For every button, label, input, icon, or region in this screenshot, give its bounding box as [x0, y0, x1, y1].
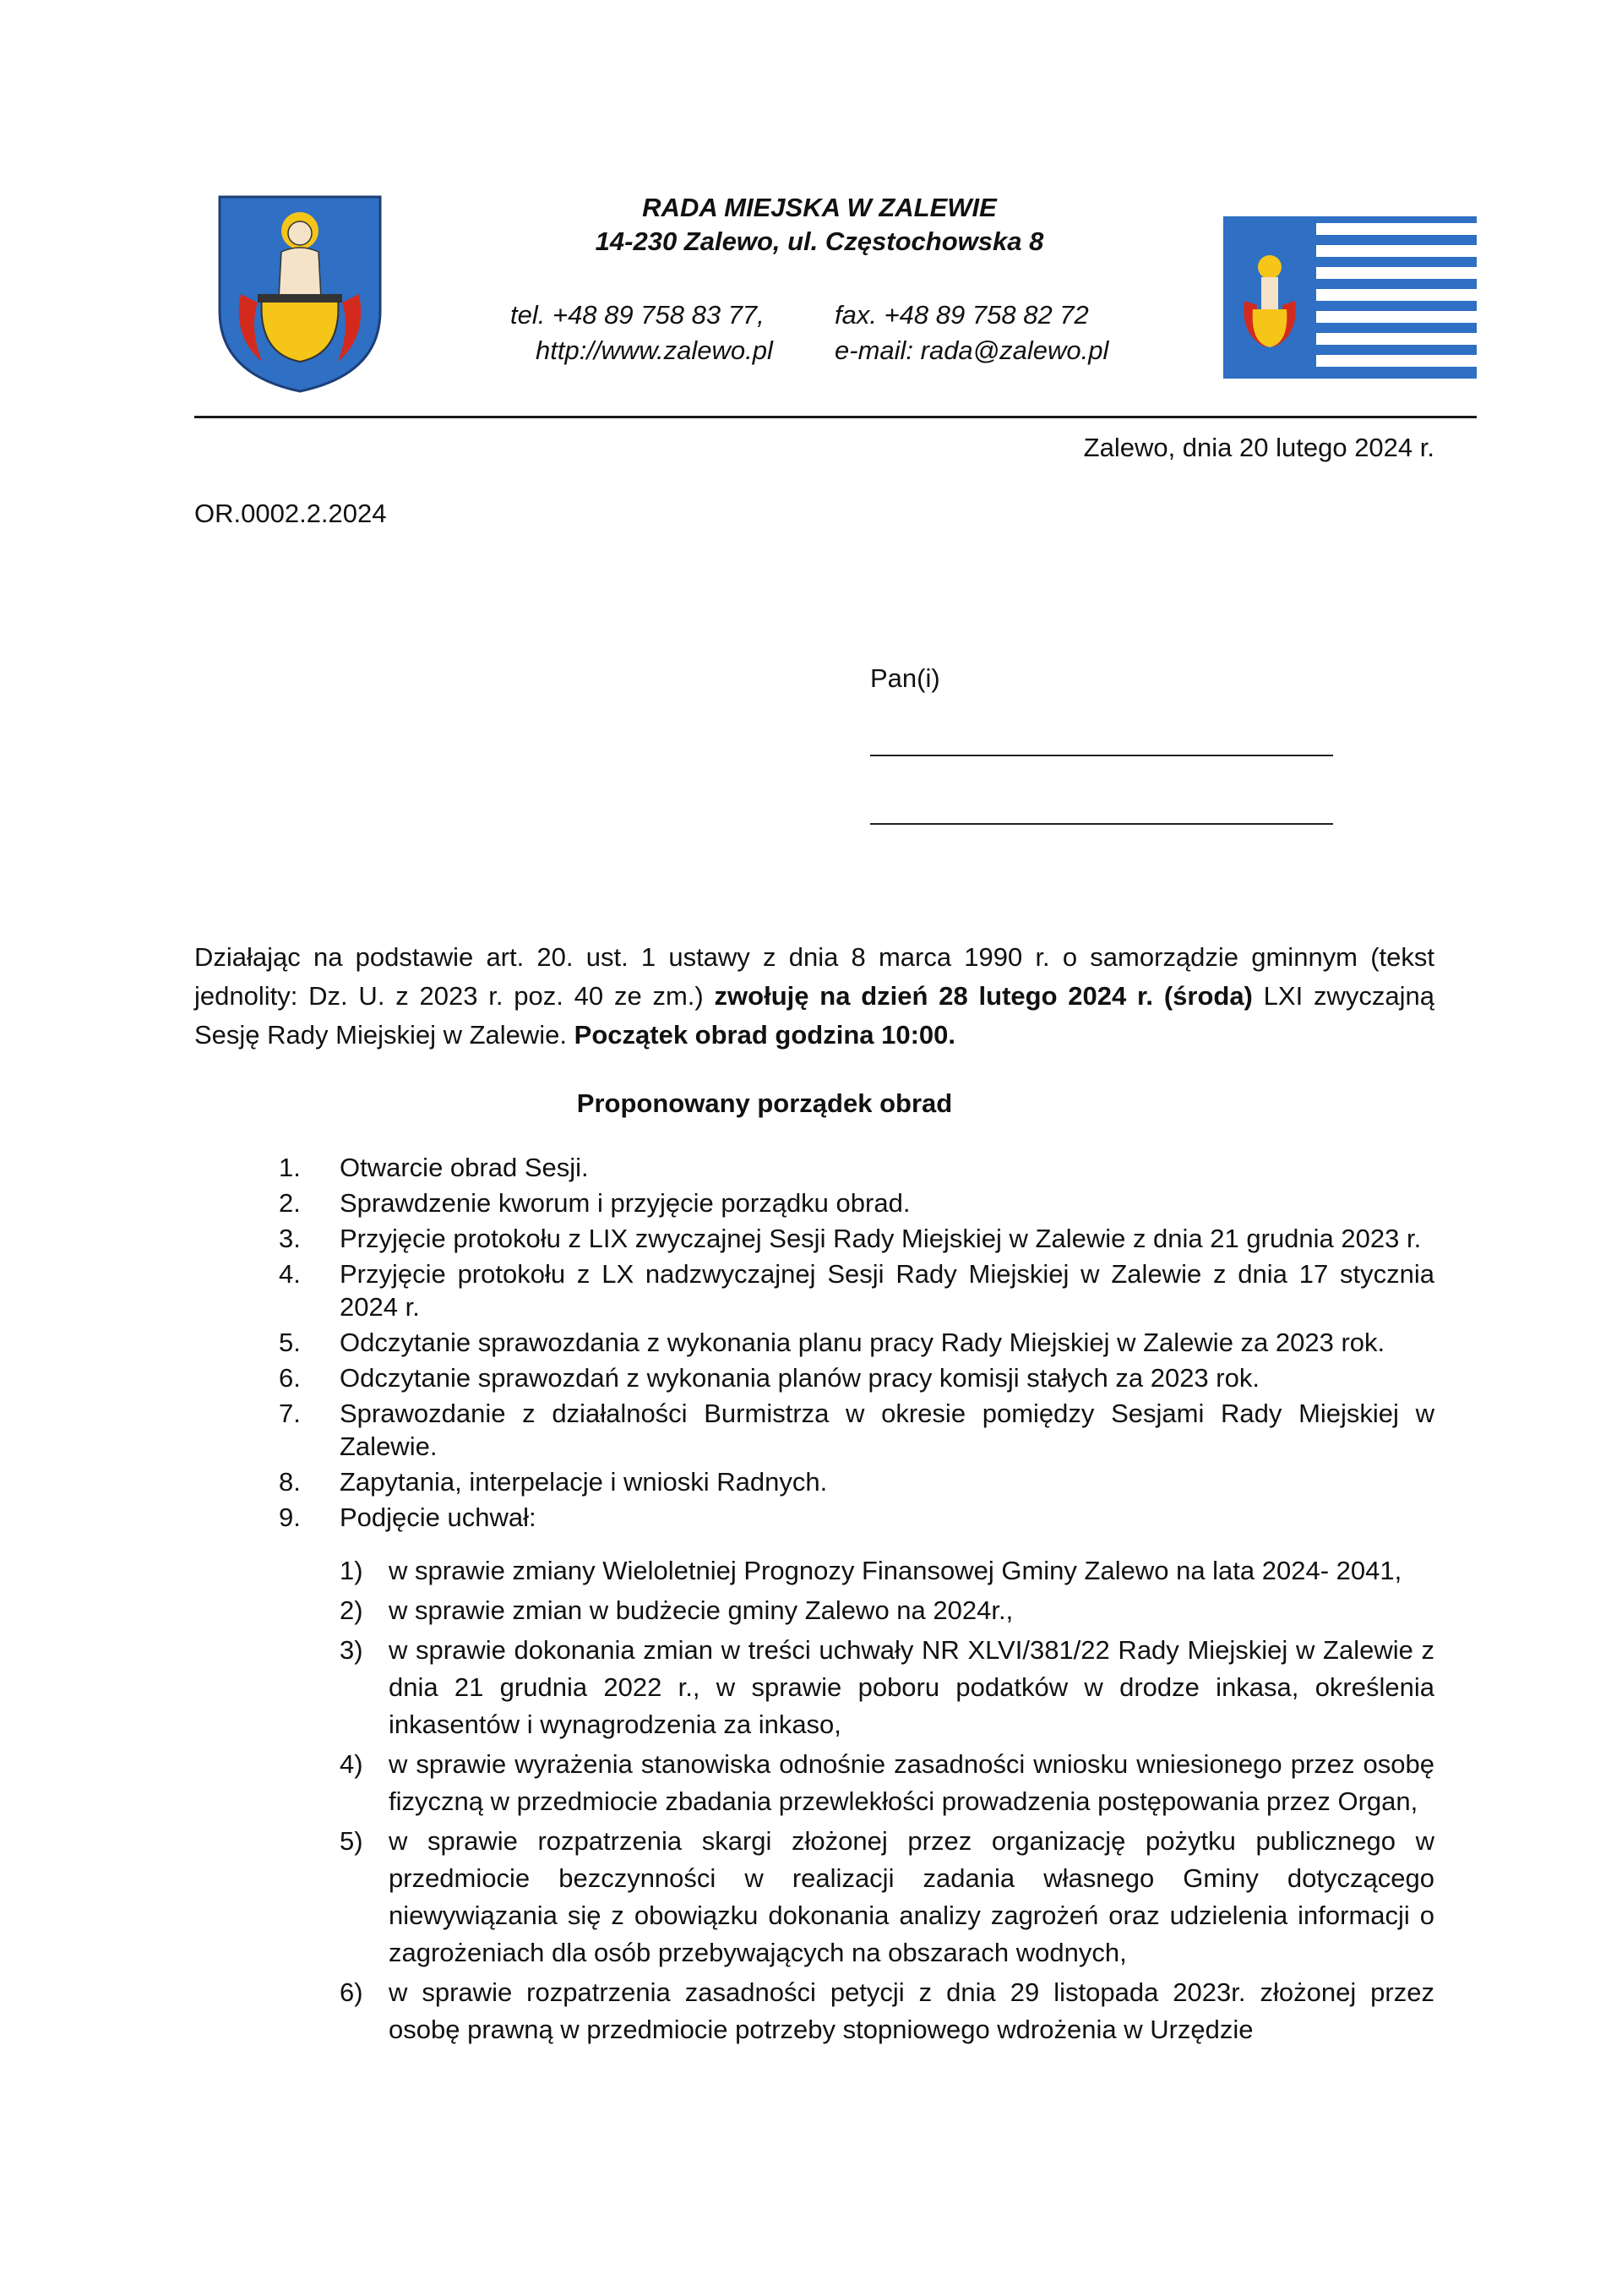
recipient-label: Pan(i) [870, 663, 940, 693]
agenda-item [279, 1501, 1434, 1534]
agenda-item [279, 1397, 1434, 1463]
agenda-item-text: Sprawozdanie z działalności Burmistrza w okresie pomiędzy Sesjami Rady Miejskiej w Zalewie. [340, 1399, 1434, 1461]
agenda-item-text: Odczytanie sprawozdania z wykonania planu pracy Rady Miejskiej w Zalewie za 2023 rok. [340, 1328, 1385, 1357]
agenda-item-number: 2. [279, 1188, 301, 1218]
header-divider [194, 416, 1477, 418]
agenda-item-number: 4. [279, 1259, 301, 1289]
letterhead-title [397, 191, 1242, 259]
agenda-item-text: Otwarcie obrad Sesji. [340, 1153, 589, 1182]
intro-paragraph [194, 938, 1434, 1055]
fax-number: fax. +48 89 758 82 72 [835, 300, 1089, 330]
agenda-item-text: Przyjęcie protokołu z LIX zwyczajnej Sesji Rady Miejskiej w Zalewie z dnia 21 grudnia 2023 r. [340, 1224, 1422, 1253]
agenda-item-number: 1. [279, 1153, 301, 1182]
resolution-item-text: w sprawie dokonania zmian w treści uchwały NR XLVI/381/22 Rady Miejskiej w Zalewie z dnia 21 grudnia 2022 r., w sprawie poboru podatków w drodze inkasa, określenia inkasentów i wynagrodzenia za inkaso, [389, 1635, 1434, 1739]
agenda-item-number: 8. [279, 1467, 301, 1497]
phone-number: tel. +48 89 758 83 77, [510, 300, 765, 330]
recipient-line-2 [870, 823, 1333, 825]
date-line: Zalewo, dnia 20 lutego 2024 r. [1083, 433, 1434, 462]
agenda-item-text: Sprawdzenie kworum i przyjęcie porządku obrad. [340, 1188, 911, 1218]
reference-number: OR.0002.2.2024 [194, 499, 387, 528]
resolution-item-number: 6) [340, 1977, 363, 2007]
agenda-item [279, 1326, 1434, 1359]
resolution-item-number: 1) [340, 1556, 363, 1585]
agenda-item [279, 1222, 1434, 1255]
resolution-item [340, 1552, 1434, 1590]
agenda-item-number: 3. [279, 1224, 301, 1253]
resolution-item [340, 1823, 1434, 1972]
agenda-item [279, 1186, 1434, 1219]
agenda-item [279, 1361, 1434, 1394]
agenda-item-number: 7. [279, 1399, 301, 1428]
intro-text-1: Działając na podstawie art. 20. ust. 1 ustawy z dnia 8 marca 1990 r. o samorządzie gminnym (tekst jednolity: Dz. U. z 2023 r. poz. 40 ze zm.) [194, 942, 1434, 1011]
resolution-item-number: 2) [340, 1595, 363, 1625]
resolution-item-text: w sprawie wyrażenia stanowiska odnośnie zasadności wniosku wniesionego przez osobę fizyczną w przedmiocie zbadania przewlekłości prowadzenia postępowania przez Organ, [389, 1749, 1434, 1816]
resolution-item-number: 3) [340, 1635, 363, 1665]
resolution-item-text: w sprawie zmiany Wieloletniej Prognozy Finansowej Gminy Zalewo na lata 2024- 2041, [389, 1556, 1402, 1585]
coat-of-arms-icon [215, 193, 384, 395]
website-link[interactable]: http://www.zalewo.pl [536, 335, 773, 365]
resolution-item [340, 1746, 1434, 1820]
flag-icon [1223, 216, 1477, 379]
agenda-item-number: 9. [279, 1502, 301, 1532]
agenda-item-number: 5. [279, 1328, 301, 1357]
agenda-item [279, 1151, 1434, 1184]
agenda-item-text: Zapytania, interpelacje i wnioski Radnych. [340, 1467, 828, 1497]
contact-right [835, 297, 1108, 368]
agenda-item [279, 1257, 1434, 1323]
agenda-title: Proponowany porządek obrad [576, 1088, 953, 1118]
contact-left [510, 297, 773, 368]
email-link[interactable]: e-mail: rada@zalewo.pl [835, 335, 1109, 365]
recipient-line-1 [870, 755, 1333, 756]
resolution-item [340, 1974, 1434, 2048]
agenda-item-text: Przyjęcie protokołu z LX nadzwyczajnej Sesji Rady Miejskiej w Zalewie z dnia 17 stycznia 2024 r. [340, 1259, 1434, 1322]
resolution-item-text: w sprawie rozpatrzenia skargi złożonej przez organizację pożytku publicznego w przedmiocie bezczynności w realizacji zadania własnego Gminy dotyczącego niewywiązania się z obowiązku dokonania analizy zagrożeń oraz udzielenia informacji o zagrożeniach dla osób przebywających na obszarach wodnych, [389, 1826, 1434, 1967]
resolution-item-text: w sprawie rozpatrzenia zasadności petycji z dnia 29 listopada 2023r. złożonej przez osobę prawną w przedmiocie potrzeby stopniowego wdrożenia w Urzędzie [389, 1977, 1434, 2044]
resolution-item [340, 1632, 1434, 1743]
resolution-item [340, 1592, 1434, 1629]
agenda-item-text: Podjęcie uchwał: [340, 1502, 536, 1532]
organization-name: RADA MIEJSKA W ZALEWIE [642, 193, 997, 222]
intro-text-2: LXI zwyczajną Sesję Rady Miejskiej w Zalewie. [194, 981, 1434, 1050]
resolution-item-number: 5) [340, 1826, 363, 1856]
agenda-list [279, 1151, 1434, 2051]
organization-address: 14-230 Zalewo, ul. Częstochowska 8 [595, 226, 1044, 256]
agenda-item-number: 6. [279, 1363, 301, 1393]
resolution-item-text: w sprawie zmian w budżecie gminy Zalewo na 2024r., [389, 1595, 1014, 1625]
intro-bold-2: Początek obrad godzina 10:00. [574, 1020, 956, 1050]
agenda-item [279, 1465, 1434, 1498]
agenda-item-text: Odczytanie sprawozdań z wykonania planów pracy komisji stałych za 2023 rok. [340, 1363, 1260, 1393]
intro-bold-1: zwołuję na dzień 28 lutego 2024 r. (środa) [714, 981, 1253, 1011]
resolution-item-number: 4) [340, 1749, 363, 1779]
resolution-list [340, 1552, 1434, 2048]
